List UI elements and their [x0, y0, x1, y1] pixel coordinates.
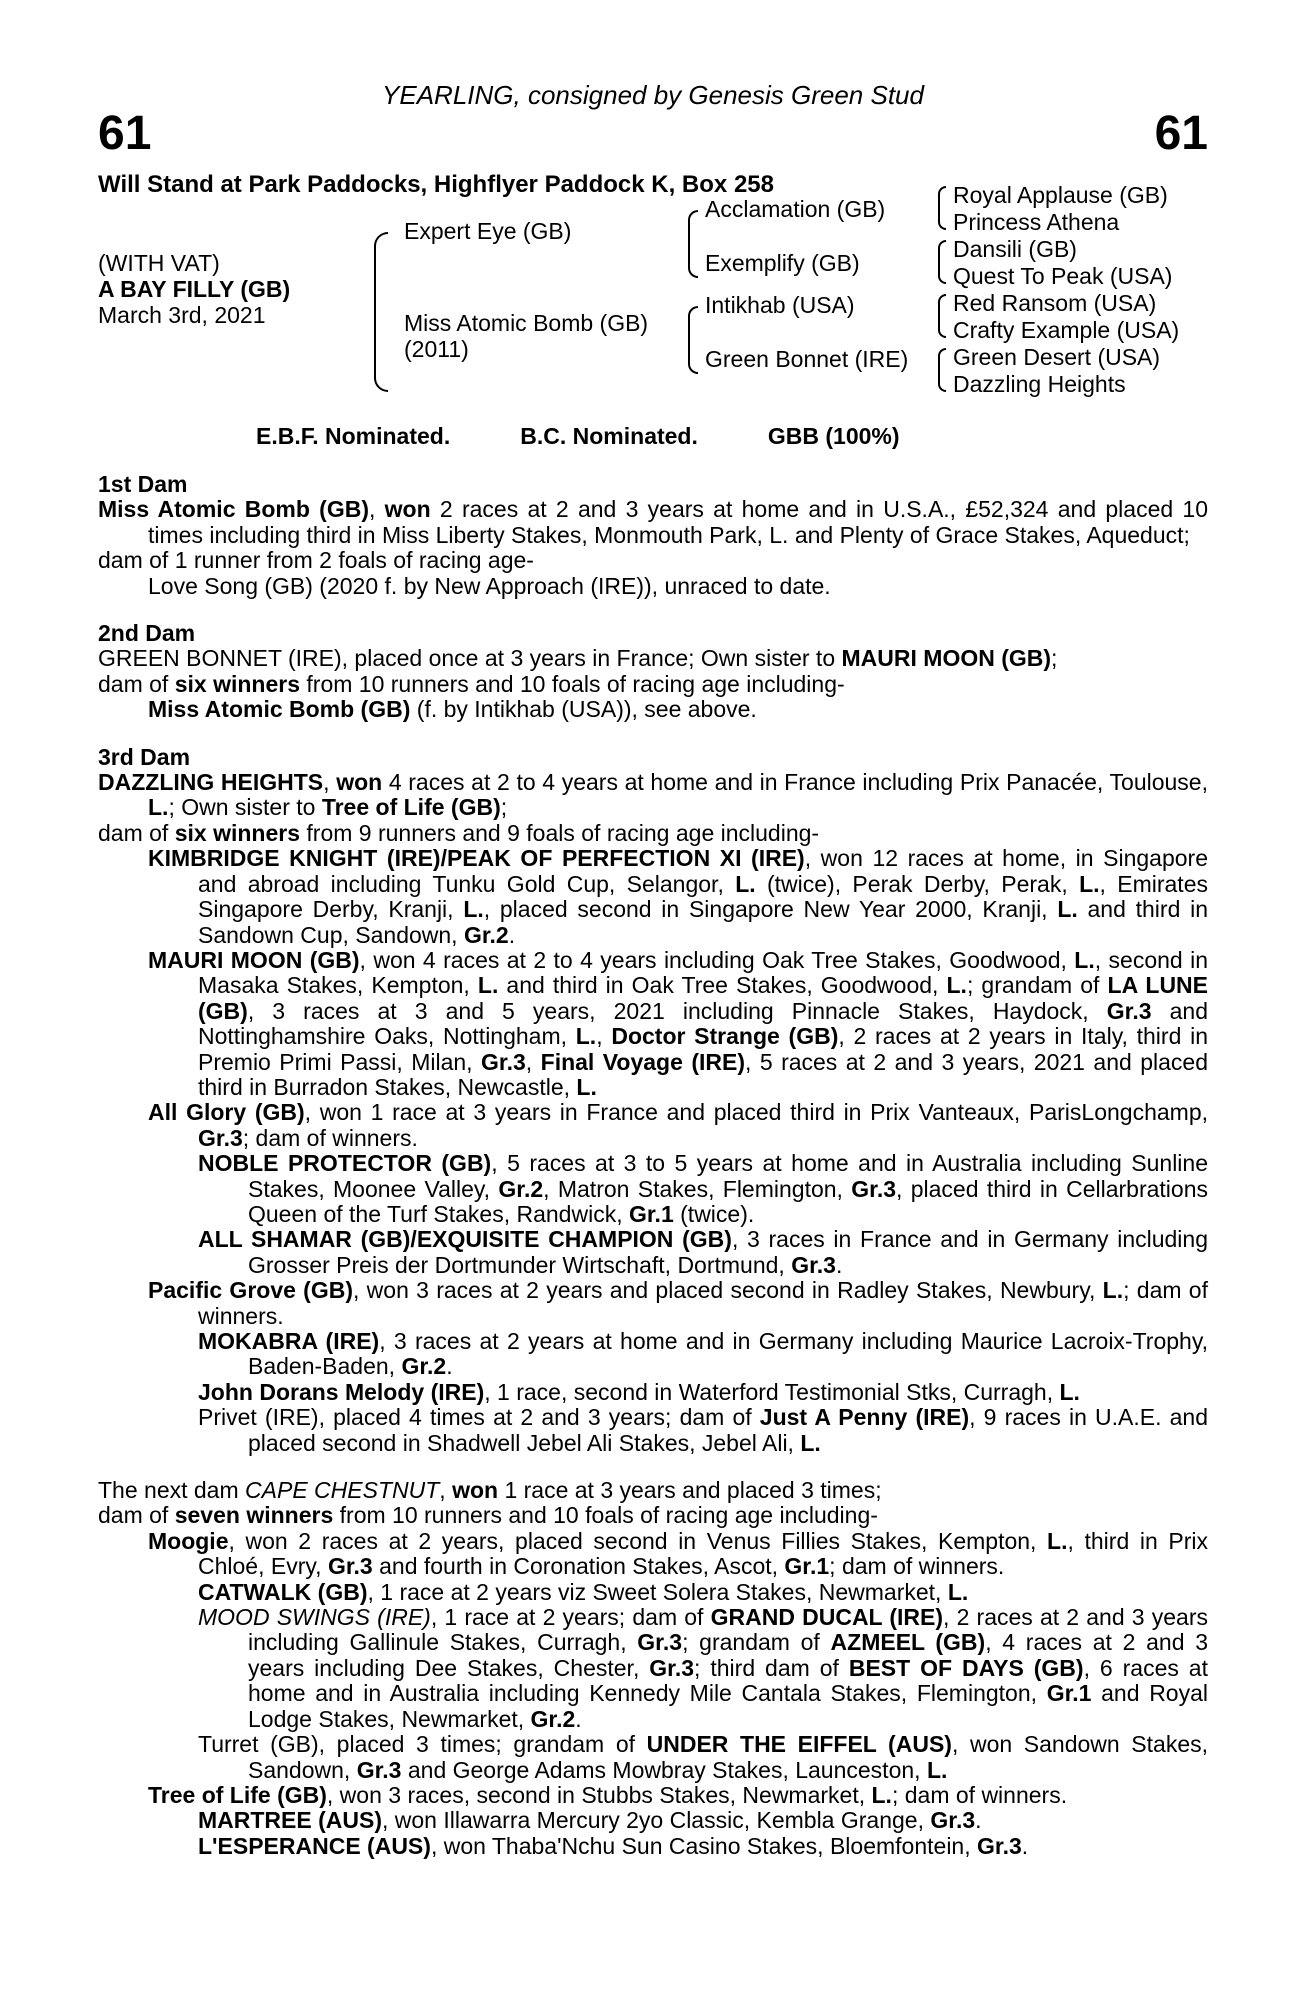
bold-run: L. — [1079, 870, 1100, 897]
bracket-main — [374, 232, 388, 392]
bold-run: L. — [1059, 1378, 1080, 1405]
text-run: , 6 races at home and in Australia including Kennedy Mile Cantala Stakes, Flemington, — [248, 1654, 1208, 1707]
text-run: , won 1 race at 3 years in France and placed third in Prix Vanteaux, ParisLongchamp, — [304, 1099, 1209, 1126]
bold-run: GRAND DUCAL (IRE) — [710, 1604, 944, 1631]
bold-run: All Glory (GB) — [148, 1099, 305, 1126]
produce-noble-protector — [98, 1151, 1208, 1227]
text-run: from 10 runners and 10 foals of racing age including- — [300, 670, 845, 697]
bold-run: Gr.2 — [530, 1705, 576, 1732]
text-run: , won Thaba'Nchu Sun Casino Stakes, Bloemfontein, — [430, 1832, 977, 1859]
text-run: ; dam of winners. — [198, 1277, 1208, 1329]
produce-moogie — [98, 1529, 1208, 1580]
bold-run: Tree of Life (GB) — [148, 1781, 327, 1808]
gbb-rating: GBB (100%) — [767, 423, 900, 449]
produce-martree — [98, 1808, 1208, 1833]
third-dam-para — [98, 770, 1208, 821]
bold-run: Gr.3 — [198, 1124, 243, 1151]
ancestor-1: Royal Applause (GB) — [953, 182, 1168, 208]
produce-turret — [98, 1732, 1208, 1783]
bold-run: CATWALK (GB) — [198, 1578, 368, 1605]
text-run: , 1 race at 2 years; dam of — [430, 1604, 711, 1631]
bold-run: John Dorans Melody (IRE) — [198, 1378, 485, 1405]
bracket-sire — [688, 210, 698, 278]
text-run: , — [596, 1023, 612, 1050]
third-dam-heading: 3rd Dam — [98, 743, 191, 770]
bold-run: Gr.2 — [498, 1175, 544, 1202]
bracket-dam — [688, 306, 698, 374]
text-run: , — [323, 769, 337, 796]
bold-run: Gr.3 — [481, 1048, 526, 1075]
produce-lesperance — [98, 1834, 1208, 1859]
produce-mokabra — [98, 1329, 1208, 1380]
bold-run: won — [336, 769, 383, 796]
bold-run: L. — [148, 794, 169, 821]
bracket-g3 — [938, 294, 946, 338]
text-run: (twice), Perak Derby, Perak, — [755, 870, 1080, 897]
lot-number-left: 61 — [98, 107, 152, 160]
second-dam-produce-item — [98, 697, 1208, 722]
produce-pacific-grove — [98, 1278, 1208, 1329]
text-run: , won 3 races, second in Stubbs Stakes, Newmarket, — [326, 1781, 872, 1808]
text-run: , 2 races at 2 years in Italy, third in Premio Primi Passi, Milan, — [198, 1023, 1209, 1075]
bold-run: L. — [575, 1023, 597, 1050]
bold-run: L. — [947, 1578, 969, 1605]
bold-run: L. — [1074, 946, 1095, 973]
text-run: 1 race at 3 years and placed 3 times; — [498, 1477, 882, 1504]
text-run: dam of — [98, 819, 175, 846]
first-dam-heading: 1st Dam — [98, 471, 188, 497]
text-run: , 3 races in France and in Germany including Grosser Preis der Dortmunder Wirtschaft, Dortmund, — [248, 1226, 1208, 1278]
first-dam-produce-summary: dam of 1 runner from 2 foals of racing age- — [98, 547, 534, 574]
bold-run: Just A Penny (IRE) — [759, 1404, 970, 1431]
bold-run: Gr.2 — [463, 921, 509, 948]
bold-run: L. — [946, 972, 967, 999]
text-run: Privet (IRE), placed 4 times at 2 and 3 years; dam of — [198, 1404, 760, 1431]
third-dam-produce-summary — [98, 821, 1208, 846]
text-run: ; dam of winners. — [891, 1781, 1068, 1808]
produce-kimbridge-knight — [98, 846, 1208, 948]
text-run: , placed third in Cellarbrations Queen of the Turf Stakes, Randwick, — [248, 1175, 1208, 1227]
horse-name: A BAY FILLY (GB) — [98, 276, 291, 302]
ancestor-4: Quest To Peak (USA) — [953, 263, 1173, 289]
text-run: , won 4 races at 2 to 4 years including Oak Tree Stakes, Goodwood, — [359, 946, 1075, 973]
bold-run: KIMBRIDGE KNIGHT (IRE)/PEAK OF PERFECTION XI (IRE) — [148, 845, 805, 872]
text-run: , 5 races at 2 and 3 years, 2021 and placed third in Burradon Stakes, Newcastle, — [198, 1048, 1209, 1100]
produce-catwalk — [98, 1580, 1208, 1605]
first-dam-para — [98, 497, 1208, 548]
text-run: , won 2 races at 2 years, placed second in Venus Fillies Stakes, Kempton, — [228, 1527, 1048, 1554]
bold-run: Gr.3 — [649, 1654, 695, 1681]
bold-run: Gr.3 — [791, 1251, 836, 1278]
text-run: , 5 races at 3 to 5 years at home and in Australia including Sunline Stakes, Moonee Valley, — [248, 1150, 1208, 1202]
text-run: , 3 races at 2 years at home and in Germany including Maurice Lacroix-Trophy, Baden-Baden, — [248, 1328, 1209, 1380]
text-run: . — [508, 921, 516, 948]
text-run: ; Own sister to — [168, 794, 322, 821]
text-run: , — [525, 1048, 541, 1075]
italic-run: CAPE CHESTNUT — [245, 1477, 440, 1504]
bold-run: L. — [463, 896, 484, 923]
text-run: (f. by Intikhab (USA)), see above. — [410, 696, 757, 723]
text-run: . — [446, 1353, 453, 1380]
vat-note: (WITH VAT) — [98, 250, 220, 276]
bold-run: L. — [1057, 896, 1078, 923]
bold-run: Gr.3 — [930, 1807, 976, 1834]
bracket-g4 — [938, 348, 946, 392]
lot-number-row — [98, 107, 1208, 172]
bold-run: L. — [926, 1756, 948, 1783]
text-run: , 1 race, second in Waterford Testimonial Stks, Curragh, — [484, 1378, 1060, 1405]
pedigree-notes — [98, 472, 1208, 1859]
text-run: dam of — [98, 1502, 175, 1529]
text-run: , Emirates Singapore Derby, Kranji, — [198, 870, 1208, 923]
text-run: , 4 races at 2 and 3 years including Dee Stakes, Chester, — [248, 1629, 1208, 1681]
dam-year: (2011) — [404, 336, 469, 362]
text-run: , — [369, 496, 385, 523]
first-dam-produce-item: Love Song (GB) (2020 f. by New Approach (IRE)), unraced to date. — [148, 572, 831, 599]
text-run: , 2 races at 2 and 3 years including Gallinule Stakes, Curragh, — [248, 1604, 1209, 1656]
bold-run: MOKABRA (IRE) — [198, 1328, 380, 1354]
bold-run: L. — [1102, 1277, 1124, 1304]
text-run: , won Sandown Stakes, Sandown, — [248, 1731, 1209, 1783]
text-run: GREEN BONNET (IRE), placed once at 3 years in France; Own sister to — [98, 645, 842, 672]
bold-run: Gr.1 — [784, 1553, 830, 1580]
bold-run: Gr.2 — [401, 1353, 447, 1380]
dam: Miss Atomic Bomb (GB) — [404, 310, 649, 336]
text-run: and Plenty of Grace Stakes, Aqueduct; — [788, 521, 1190, 548]
text-run: . — [1021, 1832, 1029, 1859]
produce-john-dorans-melody — [98, 1380, 1208, 1405]
bold-run: Gr.3 — [851, 1175, 897, 1202]
bold-run: six winners — [174, 819, 300, 846]
stabling-location: Will Stand at Park Paddocks, Highflyer Paddock K, Box 258 — [98, 171, 774, 198]
ancestor-2: Princess Athena — [953, 209, 1120, 235]
text-run: . — [575, 1705, 582, 1732]
ancestor-8: Dazzling Heights — [953, 371, 1126, 397]
bold-run: Gr.3 — [356, 1756, 402, 1783]
text-run: , won 3 races at 2 years and placed second in Radley Stakes, Newbury, — [353, 1277, 1103, 1304]
text-run: dam of — [98, 670, 175, 697]
text-run: , placed second in Singapore New Year 2000, Kranji, — [483, 896, 1058, 923]
dam-sire: Intikhab (USA) — [705, 292, 855, 318]
bold-run: L. — [871, 1781, 892, 1808]
bold-run: Gr.3 — [637, 1629, 683, 1656]
text-run: Turret (GB), placed 3 times; grandam of — [198, 1731, 647, 1758]
produce-privet — [98, 1405, 1208, 1456]
text-run: , second in Masaka Stakes, Kempton, — [198, 946, 1208, 999]
produce-all-shamar — [98, 1227, 1208, 1278]
ancestor-7: Green Desert (USA) — [953, 344, 1161, 370]
text-run: (twice). — [673, 1200, 755, 1227]
text-run: , Matron Stakes, Flemington, — [543, 1175, 852, 1202]
consignor-line: YEARLING, consigned by Genesis Green Stud — [382, 80, 924, 110]
text-run: , — [439, 1477, 453, 1504]
bold-run: MARTREE (AUS) — [198, 1807, 382, 1834]
lot-number-right: 61 — [1154, 107, 1208, 160]
bold-run: Doctor Strange (GB) — [611, 1023, 839, 1050]
bold-run: Final Voyage (IRE) — [540, 1048, 745, 1075]
bold-run: seven winners — [174, 1502, 334, 1529]
sire-dam: Exemplify (GB) — [705, 250, 860, 276]
text-run: ; — [500, 794, 508, 821]
produce-mauri-moon — [98, 948, 1208, 1100]
ancestor-5: Red Ransom (USA) — [953, 290, 1157, 316]
bold-run: L'ESPERANCE (AUS) — [198, 1832, 431, 1859]
bold-run: MAURI MOON (GB) — [148, 946, 360, 973]
text-run: , 1 race at 2 years viz Sweet Solera Stakes, Newmarket, — [367, 1578, 948, 1605]
bold-run: Miss Atomic Bomb (GB) — [98, 496, 369, 523]
text-run: and Nottinghamshire Oaks, Nottingham, — [198, 997, 1208, 1050]
sire-sire: Acclamation (GB) — [705, 196, 886, 222]
bold-run: LA LUNE (GB) — [198, 972, 1209, 1024]
bold-run: Gr.3 — [327, 1553, 373, 1580]
bold-run: L. — [1047, 1527, 1068, 1554]
text-run: 2 races at 2 and 3 years at home and in U.S.A., £52,324 and placed 10 times including third in Miss Liberty Stakes, Monmouth Park, — [148, 496, 1208, 548]
bracket-g2 — [938, 240, 946, 284]
text-run: and third in Oak Tree Stakes, Goodwood, — [498, 972, 947, 999]
bold-run: L. — [477, 972, 499, 999]
bold-run: Tree of Life (GB) — [321, 794, 501, 821]
text-run: , won 12 races at home, in Singapore and abroad including Tunku Gold Cup, Selangor, — [198, 845, 1208, 897]
bold-run: won — [384, 496, 431, 523]
bold-run: BEST OF DAYS (GB) — [848, 1654, 1084, 1681]
ancestor-3: Dansili (GB) — [953, 236, 1077, 262]
produce-all-glory — [98, 1100, 1208, 1151]
ebf-nomination: E.B.F. Nominated. — [256, 423, 451, 449]
bold-run: Moogie — [148, 1527, 229, 1554]
foaling-date: March 3rd, 2021 — [98, 302, 266, 328]
text-run: and Royal Lodge Stakes, Newmarket, — [248, 1680, 1208, 1732]
text-run: , 9 races in U.A.E. and placed second in Shadwell Jebel Ali Stakes, Jebel Ali, — [248, 1404, 1208, 1456]
bold-run: L. — [576, 1073, 597, 1100]
bold-run: Miss Atomic Bomb (GB) — [148, 696, 411, 723]
bracket-g1 — [938, 186, 946, 230]
bold-run: DAZZLING HEIGHTS — [98, 769, 324, 796]
second-dam-heading: 2nd Dam — [98, 620, 196, 647]
text-run: ; grandam of — [682, 1629, 831, 1656]
text-run: ; — [1051, 645, 1058, 672]
bold-run: Gr.3 — [977, 1832, 1022, 1859]
bold-run: AZMEEL (GB) — [830, 1629, 986, 1656]
bold-run: won — [452, 1477, 499, 1504]
text-run: , won Illawarra Mercury 2yo Classic, Kembla Grange, — [382, 1807, 931, 1834]
bold-run: UNDER THE EIFFEL (AUS) — [646, 1731, 952, 1758]
text-run: L. — [769, 521, 789, 548]
text-run: ; third dam of — [694, 1654, 849, 1681]
bold-run: Gr.1 — [628, 1200, 674, 1227]
produce-mood-swings — [98, 1605, 1208, 1732]
produce-tree-of-life — [98, 1783, 1208, 1808]
text-run: and third in Sandown Cup, Sandown, — [198, 896, 1208, 948]
sire: Expert Eye (GB) — [404, 218, 572, 244]
text-run: ; grandam of — [966, 972, 1108, 999]
text-run: ; dam of winners. — [829, 1553, 1005, 1580]
bold-run: Gr.1 — [1046, 1680, 1092, 1707]
text-run: . — [835, 1251, 843, 1278]
dam-dam: Green Bonnet (IRE) — [705, 346, 909, 372]
text-run: . — [975, 1807, 982, 1834]
second-dam-para — [98, 646, 1208, 671]
bc-nomination: B.C. Nominated. — [520, 423, 698, 449]
second-dam-produce-summary — [98, 672, 1208, 697]
bold-run: L. — [735, 870, 756, 897]
bold-run: six winners — [174, 670, 300, 697]
text-run: , 3 races at 3 and 5 years, 2021 including Pinnacle Stakes, Haydock, — [247, 997, 1107, 1024]
text-run: ; dam of winners. — [242, 1124, 418, 1151]
text-run: and George Adams Mowbray Stakes, Launceston, — [401, 1756, 927, 1783]
next-dam-para — [98, 1478, 1208, 1503]
nominations — [256, 422, 1208, 450]
bold-run: Pacific Grove (GB) — [148, 1277, 353, 1304]
next-dam-produce-summary — [98, 1503, 1208, 1528]
text-run: 4 races at 2 to 4 years at home and in France including Prix Panacée, Toulouse, — [382, 769, 1208, 796]
text-run: The next dam — [98, 1477, 246, 1504]
text-run: , third in Prix Chloé, Evry, — [198, 1527, 1208, 1580]
bold-run: MAURI MOON (GB) — [841, 645, 1052, 672]
catalogue-page — [98, 80, 1208, 1859]
bold-run: NOBLE PROTECTOR (GB) — [198, 1150, 492, 1177]
text-run: and fourth in Coronation Stakes, Ascot, — [372, 1553, 785, 1580]
text-run: from 10 runners and 10 foals of racing age including- — [333, 1502, 878, 1529]
italic-run: MOOD SWINGS (IRE) — [198, 1604, 431, 1631]
text-run: from 9 runners and 9 foals of racing age including- — [300, 819, 820, 846]
bold-run: L. — [800, 1429, 821, 1456]
bold-run: Gr.3 — [1106, 997, 1152, 1024]
ancestor-6: Crafty Example (USA) — [953, 317, 1180, 343]
bold-run: ALL SHAMAR (GB)/EXQUISITE CHAMPION (GB) — [198, 1226, 732, 1253]
